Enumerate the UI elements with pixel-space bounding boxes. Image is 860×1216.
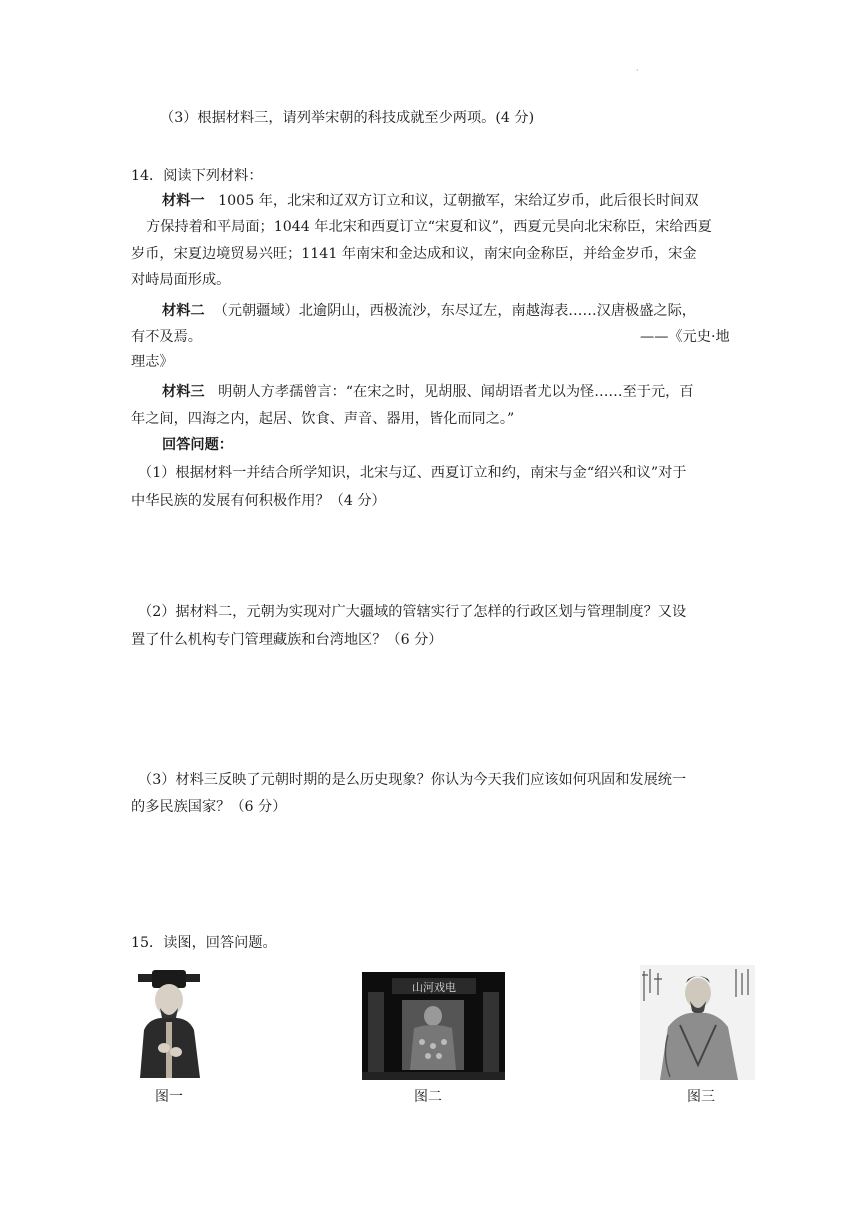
subq2-line1: （2）据材料二，元朝为实现对广大疆域的管辖实行了怎样的行政区划与管理制度？又设 [138,604,687,620]
material-2-text1: （元朝疆域）北逾阴山，西极流沙，东尽辽左，南越海表……汉唐极盛之际， [213,303,696,319]
subq3-line1: （3）材料三反映了元朝时期的是么历史现象？你认为今天我们应该如何巩固和发展统一 [138,772,687,788]
figure-1-caption: 图一 [155,1089,183,1105]
subq3-line2: 的多民族国家？（6 分） [131,799,287,815]
subq1-line2: 中华民族的发展有何积极作用？（4 分） [131,493,386,509]
figure-3-caption: 图三 [687,1089,715,1105]
figure-1-image [130,970,208,1078]
q14-title: 14．阅读下列材料： [131,168,263,184]
q15-title: 15．读图，回答问题。 [131,935,277,951]
subq1-line1: （1）根据材料一并结合所学知识，北宋与辽、西夏订立和约，南宋与金“绍兴和议”对于 [138,465,687,481]
figure-3-image [640,965,755,1080]
material-1-text1: 1005 年，北宋和辽双方订立和议，辽朝撤军，宋给辽岁币，此后很长时间双 [218,193,699,209]
material-3-line1 [162,382,694,402]
material-3-label: 材料三 [162,384,205,400]
material-2-label: 材料二 [162,303,205,319]
header-dot: · [636,66,639,75]
material-1-line2: 方保持着和平局面；1044 年北宋和西夏订立“宋夏和议”，西夏元昊向北宋称臣，宋给西夏 [146,219,712,235]
material-1-line3: 岁币，宋夏边境贸易兴旺；1141 年南宋和金达成和议，南宋向金称臣，并给金岁币，宋金 [131,246,697,262]
material-2-line1 [162,301,696,321]
answer-label: 回答问题： [162,437,233,453]
material-1-line4: 对峙局面形成。 [131,272,231,288]
subq2-line2: 置了什么机构专门管理藏族和台湾地区？（6 分） [131,632,443,648]
material-3-text1: 明朝人方孝孺曾言：“在宋之时，见胡服、闻胡语者尤以为怪……至于元，百 [218,384,694,400]
figure-2-banner: 山河戏电 [412,981,456,994]
material-2-line3: 理志》 [131,354,174,370]
material-1-label: 材料一 [162,193,205,209]
q13-sub3: （3）根据材料三，请列举宋朝的科技成就至少两项。(4 分) [160,110,535,126]
material-2-line2a: 有不及焉。 [131,329,202,345]
material-3-line2: 年之间，四海之内，起居、饮食、声音、器用，皆化而同之。” [131,411,515,427]
material-1-line1 [162,191,699,211]
figure-2-image [362,972,505,1080]
figure-2-caption: 图二 [414,1089,442,1105]
material-2-source: ——《元史·地 [640,329,730,345]
